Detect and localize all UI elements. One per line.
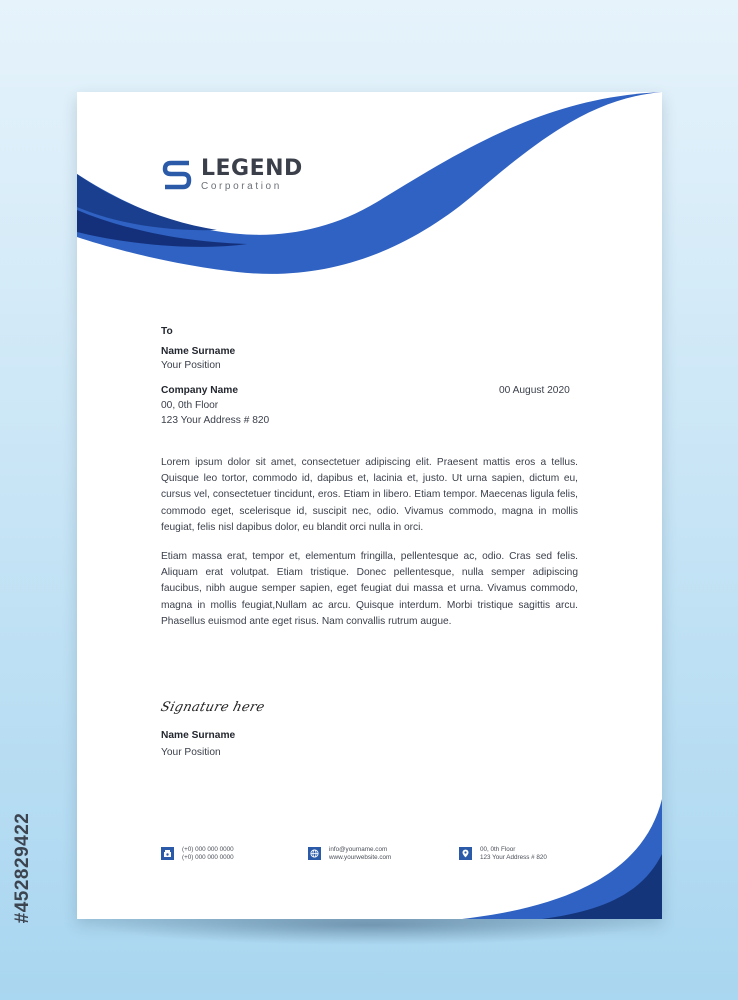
company-name: Company Name	[161, 385, 238, 396]
footer-wave	[462, 799, 662, 919]
logo-s-icon	[161, 159, 193, 191]
letterhead-page	[77, 92, 662, 919]
address-line-1: 00, 0th Floor	[161, 400, 219, 411]
signer-position: Your Position	[161, 747, 221, 758]
address-line-2: 123 Your Address # 820	[161, 415, 270, 426]
signature: Signature here	[159, 700, 267, 715]
footer-web	[308, 846, 391, 862]
email: info@yourname.com	[329, 846, 388, 853]
footer-phone	[161, 846, 234, 862]
footer-address-2: 123 Your Address # 820	[480, 854, 547, 861]
brand-name: LEGEND	[201, 156, 303, 181]
recipient-name: Name Surname	[161, 346, 236, 357]
stock-id-text: #452829422	[12, 812, 33, 924]
letter-date: 00 August 2020	[499, 385, 570, 396]
footer-address-1: 00, 0th Floor	[480, 846, 516, 853]
company-logo	[161, 158, 303, 192]
to-label: To	[161, 326, 173, 337]
globe-icon	[308, 847, 321, 860]
phone-1: (+0) 000 000 0000	[182, 846, 234, 853]
recipient-position: Your Position	[161, 360, 221, 371]
signer-name: Name Surname	[161, 730, 236, 741]
phone-2: (+0) 000 000 0000	[182, 854, 234, 861]
body-paragraph-2: Etiam massa erat, tempor et, elementum fringilla, pellentesque ac, odio. Cras sed felis. Aliquam erat volutpat. Etiam tristique. Donec pellentesque, nulla semper adipiscing faucibus, nibh augue semper sapien, eget feugiat dui massa et urna. Vivamus commodo, magna in mollis feugiat,Nullam ac arcu. Quisque interdum. Morbi tristique sagittis arcu. Phasellus euismod ante eget risus. Nam convallis rutrum augue.	[161, 551, 578, 627]
website: www.yourwebsite.com	[329, 854, 392, 861]
phone-icon	[161, 847, 174, 860]
stock-id	[8, 758, 38, 978]
body-paragraph-1: Lorem ipsum dolor sit amet, consectetuer adipiscing elit. Praesent mattis eros a tellus. Quisque leo tortor, commodo id, dapibus et, lacinia et, justo. Ut urna sapien, dictum eu, cursus vel, consectetuer tincidunt, eros. Etiam in libero. Etiam tempor. Maecenas ligula felis, commodo eget, scelerisque id, suscipit nec, odio. Vivamus commodo, magna in mollis feugiat, felis nisl dapibus dolor, eu blandit orci nulla in orci.	[161, 457, 578, 533]
brand-tagline: Corporation	[201, 181, 282, 192]
